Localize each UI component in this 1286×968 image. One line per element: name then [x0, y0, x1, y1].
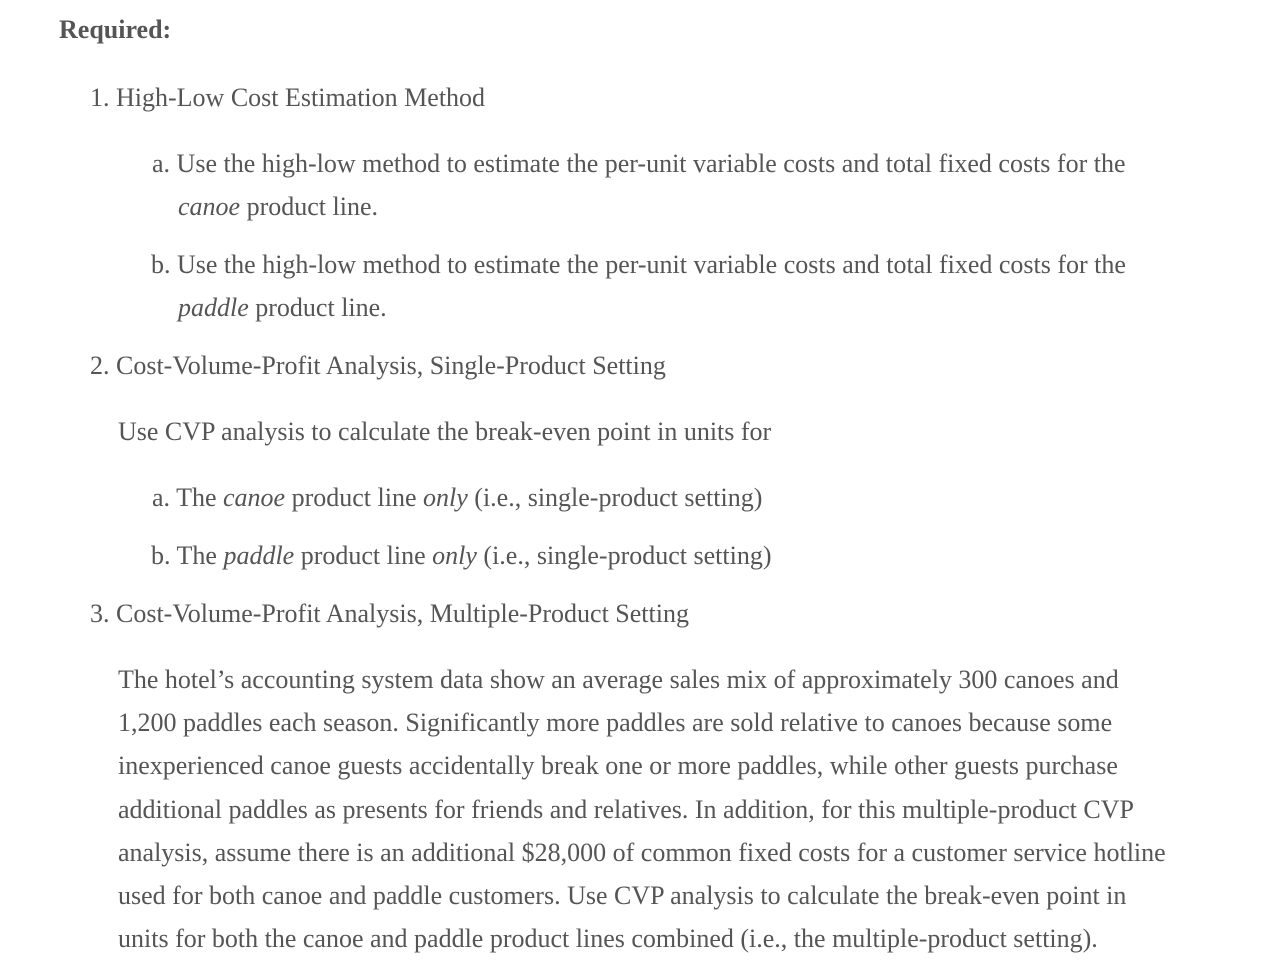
item-1a-line2-rest: product line. — [240, 192, 379, 221]
item-2b-pre: The — [176, 541, 224, 570]
item-2a-emphasis-product: canoe — [223, 483, 286, 512]
paragraph-line: The hotel’s accounting system data show an average sales mix of approximately 300 canoes and — [118, 665, 1119, 694]
item-2b — [151, 540, 772, 572]
item-1a-line2 — [178, 191, 378, 223]
item-1b-emphasis: paddle — [178, 293, 249, 322]
item-1-title: High-Low Cost Estimation Method — [116, 83, 486, 112]
item-3-paragraph — [118, 658, 1166, 960]
item-2b-post: (i.e., single-product setting) — [476, 541, 772, 570]
item-1b-letter: b. — [151, 250, 171, 279]
item-2a-pre: The — [176, 483, 223, 512]
item-2-title: Cost-Volume-Profit Analysis, Single-Product Setting — [116, 351, 666, 380]
item-1b-line2 — [178, 292, 387, 324]
item-2a — [152, 482, 762, 514]
item-1a-text: Use the high-low method to estimate the per-unit variable costs and total fixed costs for the — [176, 149, 1126, 178]
paragraph-line: 1,200 paddles each season. Significantly more paddles are sold relative to canoes because some — [118, 708, 1113, 738]
item-2 — [90, 350, 666, 382]
item-2-number: 2. — [90, 351, 110, 380]
item-1a-letter: a. — [152, 149, 171, 178]
item-2a-letter: a. — [152, 483, 171, 512]
item-1-number: 1. — [90, 83, 110, 112]
paragraph-line: inexperienced canoe guests accidentally break one or more paddles, while other guests purchase — [118, 751, 1118, 781]
item-2-intro: Use CVP analysis to calculate the break-even point in units for — [118, 417, 772, 446]
item-1b-line2-rest: product line. — [248, 293, 387, 322]
item-3-title: Cost-Volume-Profit Analysis, Multiple-Product Setting — [116, 599, 689, 628]
paragraph-line: analysis, assume there is an additional $28,000 of common fixed costs for a customer service hotline — [118, 837, 1166, 867]
paragraph-line: additional paddles as presents for friends and relatives. In addition, for this multiple-product CVP — [118, 794, 1134, 824]
item-1a-line1 — [152, 148, 1126, 180]
item-3 — [90, 598, 689, 630]
item-2b-mid: product line — [294, 541, 433, 570]
required-heading: Required: — [59, 15, 172, 44]
paragraph-line: used for both canoe and paddle customers. Use CVP analysis to calculate the break-even point in — [118, 881, 1127, 911]
item-1 — [90, 82, 485, 114]
item-2b-emphasis-product: paddle — [223, 541, 295, 570]
item-2a-emphasis-only: only — [423, 483, 468, 512]
item-2a-post: (i.e., single-product setting) — [467, 483, 763, 512]
paragraph-line: units for both the canoe and paddle product lines combined (i.e., the multiple-product setting). — [118, 924, 1098, 954]
item-1a-emphasis: canoe — [178, 192, 241, 221]
item-3-number: 3. — [90, 599, 110, 628]
item-2b-letter: b. — [151, 541, 171, 570]
item-2a-mid: product line — [285, 483, 424, 512]
item-2b-emphasis-only: only — [432, 541, 477, 570]
item-1b-line1 — [151, 249, 1126, 281]
item-1b-text: Use the high-low method to estimate the per-unit variable costs and total fixed costs for the — [177, 250, 1126, 279]
